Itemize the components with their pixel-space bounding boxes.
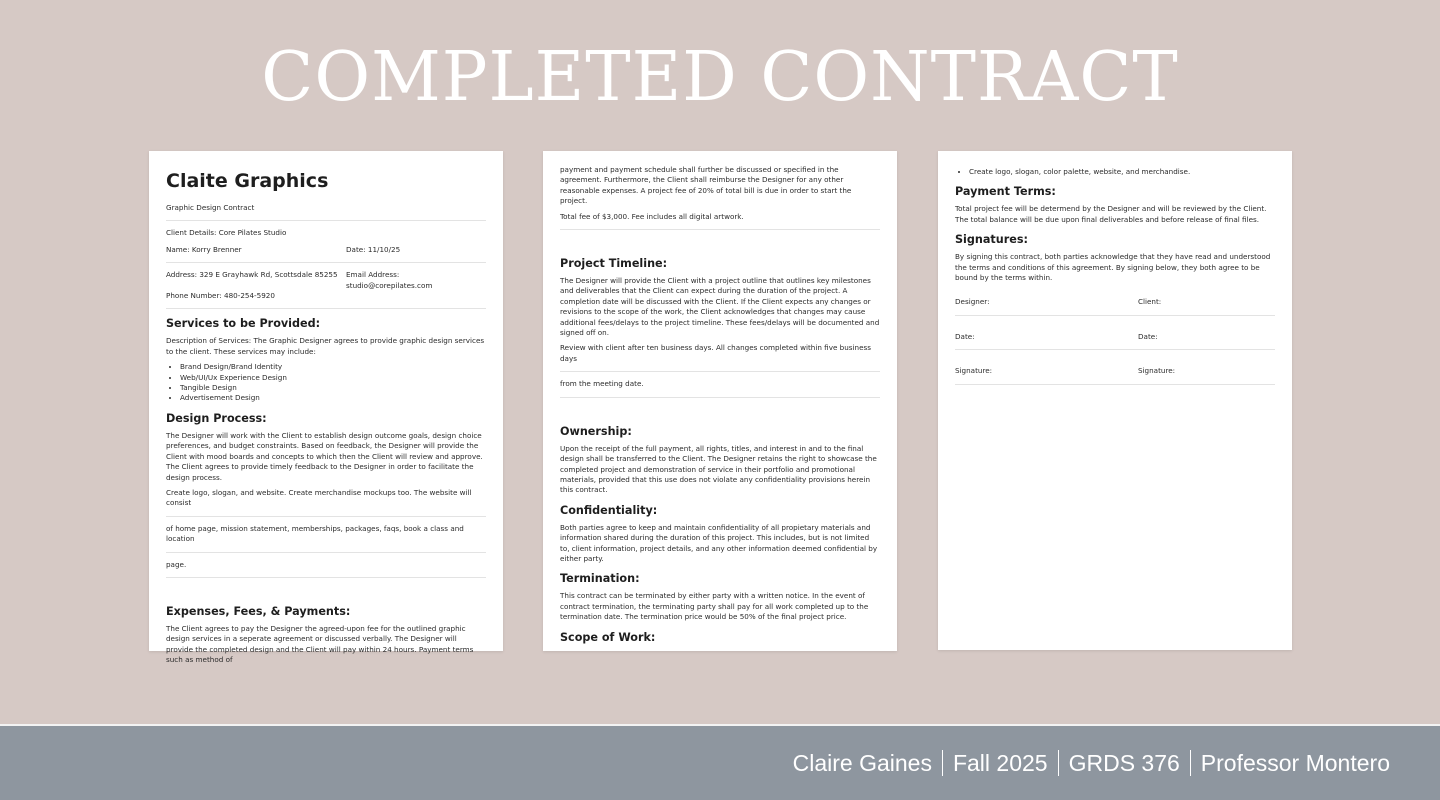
divider: [166, 577, 486, 578]
termination-paragraph: This contract can be terminated by either party with a written notice. In the event of contract termination, the terminating party shall pay for all work completed up to the termination date. The termination price would be 50% of the final project price.: [560, 591, 869, 622]
services-list: [180, 362, 486, 404]
divider: [560, 229, 880, 230]
confidentiality-heading: Confidentiality:: [560, 503, 658, 517]
contract-page-2: [543, 151, 897, 651]
list-item: • Web/UI/Ux Experience Design: [180, 373, 486, 383]
professor-name: Professor Montero: [1200, 750, 1390, 776]
design-process-line: page.: [166, 559, 187, 569]
designer-label: Designer:: [955, 297, 990, 307]
signature-row: [955, 294, 1275, 307]
divider: [560, 397, 880, 398]
signatures-heading: Signatures:: [955, 233, 1028, 247]
client-label: Client:: [1138, 297, 1162, 307]
contract-date: Date: 11/10/25: [346, 244, 401, 254]
client-name: Name: Korry Brenner: [166, 244, 242, 254]
confidentiality-paragraph: Both parties agree to keep and maintain confidentiality of all propietary materials and information shared during the duration of this project. This includes, but is not limited to, client information, project details, and any other information deemed confidential by either party.: [560, 522, 878, 563]
services-heading: Services to be Provided:: [166, 317, 321, 331]
list-item: • Advertisement Design: [180, 393, 486, 403]
design-process-line: of home page, mission statement, memberships, packages, faqs, book a class and location: [166, 523, 464, 544]
client-phone: Phone Number: 480-254-5920: [166, 291, 275, 301]
course-code: GRDS 376: [1068, 750, 1180, 776]
ownership-paragraph: Upon the receipt of the full payment, all rights, titles, and interest in and to the final design shall be transferred to the Client. The Designer retains the right to showcase the completed project and demonstration of service in their portfolio and promotional materials, provided that this use does not violate any confidentiality provisions herein this contract.: [560, 443, 877, 495]
separator: [1058, 750, 1059, 776]
services-description: Description of Services: The Graphic Designer agrees to provide graphic design services to the client. These services may include:: [166, 336, 485, 356]
divider: [166, 308, 486, 309]
divider: [166, 552, 486, 553]
payment-continued-paragraph: payment and payment schedule shall further be discussed or specified in the agreement. Furthermore, the Client shall reimburse the Designer for any other reasonable expenses. A project fee of 20% of total bill is due in order to start the project.: [560, 165, 852, 206]
client-email: Email Address: studio@corepilates.com: [346, 270, 433, 290]
payment-terms-heading: Payment Terms:: [955, 185, 1056, 199]
contract-subtitle: Graphic Design Contract: [166, 203, 255, 212]
signature-row: [955, 363, 1275, 376]
signatures-paragraph: By signing this contract, both parties acknowledge that they have read and understood the terms and conditions of this agreement. By signing below, they both agree to be bound by the terms within.: [955, 252, 1271, 283]
designer-date-label: Date:: [955, 331, 975, 341]
divider: [955, 349, 1275, 350]
payment-terms-paragraph: Total project fee will be determend by the Designer and will be reviewed by the Client. The total balance will be due upon final deliverables and before release of final files.: [955, 204, 1267, 224]
expenses-paragraph: The Client agrees to pay the Designer the agreed-upon fee for the outlined graphic design services in a seperate agreement or discussed verbally. The Designer will provide the completed design and the Client will pay within 24 hours. Payment terms such as method of: [166, 623, 474, 665]
brand-title: Claite Graphics: [166, 170, 329, 192]
footer-bar: [0, 724, 1440, 800]
total-fee: Total fee of $3,000. Fee includes all digital artwork.: [560, 211, 744, 221]
slide-title: COMPLETED CONTRACT: [261, 38, 1179, 117]
divider: [955, 315, 1275, 316]
term: Fall 2025: [952, 750, 1048, 776]
scope-of-work-heading: Scope of Work:: [560, 630, 656, 644]
project-timeline-line: Review with client after ten business days. All changes completed within five business days: [560, 343, 871, 363]
design-process-paragraph: The Designer will work with the Client to establish design outcome goals, design choice preferences, and budget constraints. Based on feedback, the Designer will provide the Client with mood boards and concepts to which then the Client will review and approve. The Client agrees to provide timely feedback to the Designer in order to facilitate the design process.: [166, 430, 483, 482]
client-address: Address: 329 E Grayhawk Rd, Scottsdale 85255: [166, 270, 338, 280]
design-process-line: Create logo, slogan, and website. Create merchandise mockups too. The website will consist: [166, 487, 472, 508]
divider: [166, 220, 486, 221]
designer-signature-label: Signature:: [955, 366, 993, 376]
client-signature-label: Signature:: [1138, 366, 1176, 376]
contract-page-3: [938, 151, 1292, 650]
footer-credits: [793, 748, 1390, 778]
divider: [955, 384, 1275, 385]
expenses-heading: Expenses, Fees, & Payments:: [166, 604, 351, 618]
project-timeline-paragraph: The Designer will provide the Client with a project outline that outlines key milestones and deliverables that the Client can expect during the duration of the project. A completion date will be discussed with the Client. If the Client expects any changes or revisions to the scope of the work, the Client acknowledges that changes may cause additional fees/delays to the project timeline. These fees/delays will be documented and signed off on.: [560, 276, 880, 338]
contract-page-1: [149, 151, 503, 665]
project-timeline-line: from the meeting date.: [560, 379, 644, 389]
scope-list: [969, 167, 1275, 177]
divider: [560, 371, 880, 372]
ownership-heading: Ownership:: [560, 424, 632, 438]
design-process-heading: Design Process:: [166, 411, 267, 425]
client-details: Client Details: Core Pilates Studio: [166, 228, 287, 238]
divider: [166, 516, 486, 517]
list-item: • Create logo, slogan, color palette, website, and merchandise.: [969, 167, 1275, 177]
project-timeline-heading: Project Timeline:: [560, 257, 668, 271]
divider: [166, 262, 486, 263]
signature-row: [955, 329, 1275, 342]
termination-heading: Termination:: [560, 572, 640, 586]
separator: [1190, 750, 1191, 776]
list-item: • Brand Design/Brand Identity: [180, 362, 486, 372]
separator: [942, 750, 943, 776]
author-name: Claire Gaines: [792, 750, 932, 776]
client-date-label: Date:: [1138, 331, 1158, 341]
list-item: • Tangible Design: [180, 383, 486, 393]
